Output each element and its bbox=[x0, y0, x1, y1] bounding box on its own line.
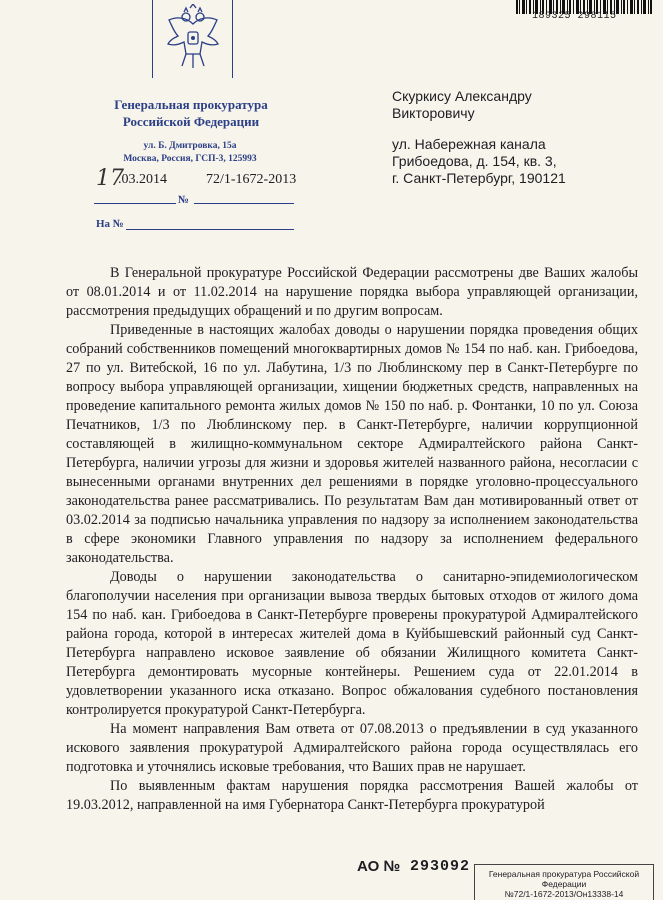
body-paragraph: На момент направления Вам ответа от 07.08.2013 о предъявлении в суд указанного искового заявления прокуратурой Адмиралтейского района города осуществлялась его подготовка и уточнялись исковые требования, что Ваших прав не нарушает. bbox=[66, 721, 638, 775]
stamp-line3: №72/1-1672-2013/Он13338-14 bbox=[504, 889, 624, 899]
addressee-name-line2: Викторовичу bbox=[392, 105, 475, 121]
barcode-number: 189325 298115 bbox=[532, 11, 617, 22]
stamp-line2: Федерации bbox=[541, 879, 587, 889]
org-address-line1: ул. Б. Дмитровка, 15а bbox=[143, 141, 237, 151]
date-typed: .03.2014 bbox=[118, 172, 167, 187]
body-paragraph: Доводы о нарушении законодательства о санитарно-эпидемиологическом благополучии населения при организации вывоза твердых бытовых отходов от жилого дома 154 по наб. кан. Грибоедова в Санкт-Петербурге проверены прокуратурой Адмиралтейского района города, которой в интересах жителей дома в Куйбышевский районный суд Санкт-Петербурга направлено исковое заявление об обязании Жилищного комитета Санкт-Петербурга демонтировать мусорные контейнеры. Решением суда от 22.01.2014 в удовлетворении указанного иска отказано. Вопрос обжалования судебного постановления контролируется прокуратурой Санкт-Петербурга. bbox=[66, 569, 638, 718]
organization-address bbox=[90, 140, 290, 166]
reply-to-number-underline bbox=[126, 229, 294, 230]
org-name-line1: Генеральная прокуратура bbox=[114, 97, 268, 112]
body-paragraph: В Генеральной прокуратуре Российской Федерации рассмотрены две Ваших жалобы от 08.01.2014 и от 11.02.2014 на нарушение порядка выбора управляющей организации, рассмотрения предыдущих обращений и по другим вопросам. bbox=[66, 265, 638, 319]
ao-number: 293092 bbox=[410, 858, 471, 875]
registration-number: 72/1-1672-2013 bbox=[206, 172, 297, 187]
coat-of-arms-icon bbox=[160, 4, 226, 74]
org-name-line2: Российской Федерации bbox=[122, 114, 260, 129]
number-underline bbox=[194, 203, 294, 204]
addressee-address-line2: Грибоедова, д. 154, кв. 3, bbox=[392, 153, 557, 169]
letterhead-frame-right bbox=[232, 0, 233, 78]
stamp-line1: Генеральная прокуратура Российской bbox=[488, 869, 640, 879]
reply-to-number-label: На № bbox=[96, 218, 124, 230]
date-underline bbox=[94, 203, 176, 204]
addressee-block bbox=[392, 88, 632, 187]
addressee-name-line1: Скуркису Александру bbox=[392, 88, 532, 104]
date-handwritten: 17 bbox=[96, 166, 124, 191]
organization-name bbox=[80, 96, 302, 130]
letter-body bbox=[66, 264, 638, 815]
addressee-address-line3: г. Санкт-Петербург, 190121 bbox=[392, 170, 566, 186]
addressee-address-line1: ул. Набережная канала bbox=[392, 136, 546, 152]
body-paragraph: По выявленным фактам нарушения порядка рассмотрения Вашей жалобы от 19.03.2012, направленной на имя Губернатора Санкт-Петербурга прокуратурой bbox=[66, 778, 638, 813]
body-paragraph: Приведенные в настоящих жалобах доводы о нарушении порядка проведения общих собраний собственников помещений многоквартирных домов № 154 по наб. кан. Грибоедова, 27 по ул. Витебской, 16 по ул. Лабутина, 1/3 по Люблинскому пер в Санкт-Петербурге по вопросу выбора управляющей организации, хищении бюджетных средств, направленных на проведение капитального ремонта жилых домов № 150 по наб. р. Фонтанки, 10 по ул. Союза Печатников, 1/3 по Люблинскому пер. в Санкт-Петербурге, наличии коррупционной составляющей в жилищно-коммунальном секторе Адмиралтейского района Санкт-Петербурга, наличии угрозы для жизни и здоровья жителей названного района, несогласии с вынесенными органами внутренних дел решениями в порядке уголовно-процессуального законодательства ранее рассматривались. По результатам Вам дан мотивированный ответ от 03.02.2014 за подписью начальника управления по надзору за исполнением законодательства в сфере экономики Главного управления по надзору за исполнением федерального законодательства. bbox=[66, 322, 638, 566]
registration-stamp bbox=[474, 864, 654, 900]
ao-label: АО № bbox=[357, 858, 401, 875]
number-symbol: № bbox=[178, 194, 190, 206]
addressee-address bbox=[392, 136, 632, 187]
letterhead-frame-left bbox=[152, 0, 153, 78]
org-address-line2: Москва, Россия, ГСП-3, 125993 bbox=[123, 154, 257, 164]
